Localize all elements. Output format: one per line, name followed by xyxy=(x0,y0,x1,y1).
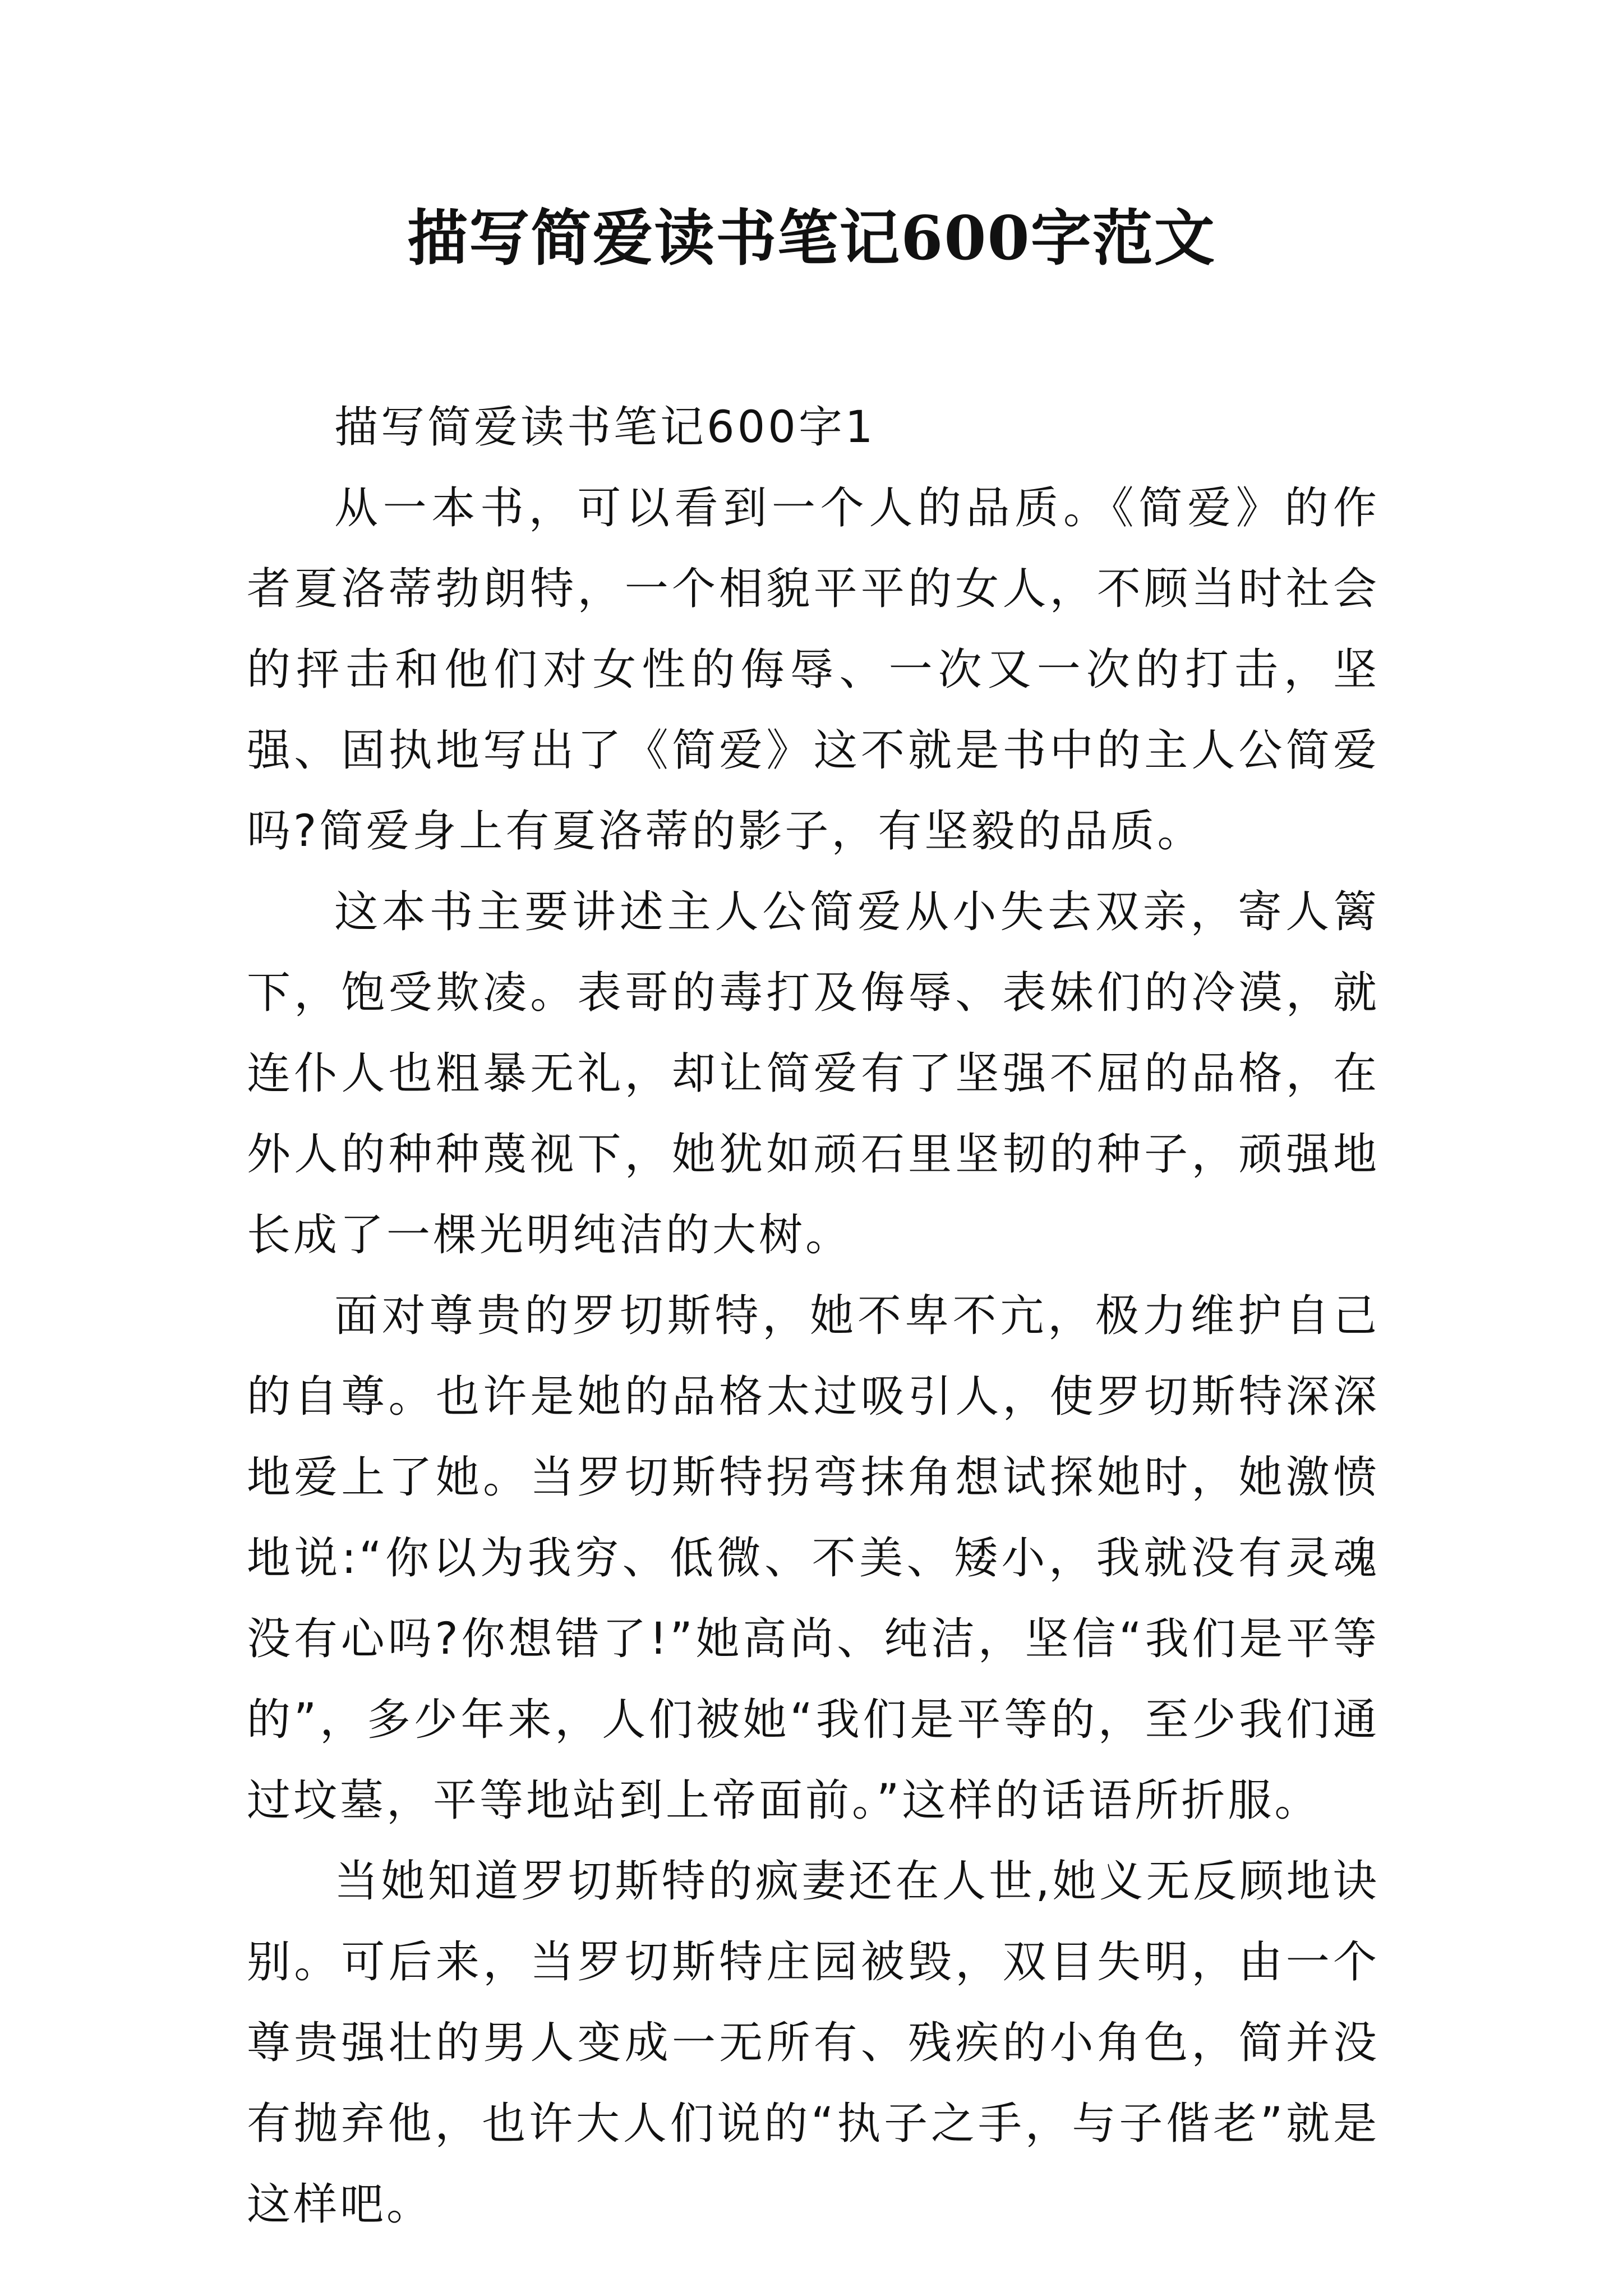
paragraph-2: 这本书主要讲述主人公简爱从小失去双亲，寄人篱下，饱受欺凌。表哥的毒打及侮辱、表妹们的冷漠，就连仆人也粗暴无礼，却让简爱有了坚强不屈的品格，在外人的种种蔑视下，她犹如顽石里坚韧的种子，顽强地长成了一棵光明纯洁的大树。 xyxy=(247,887,1380,1260)
document-body xyxy=(247,387,1380,2245)
paragraph-4: 当她知道罗切斯特的疯妻还在人世,她义无反顾地诀别。可后来，当罗切斯特庄园被毁，双目失明，由一个尊贵强壮的男人变成一无所有、残疾的小角色，简并没有抛弃他，也许大人们说的“执子之手，与子偕老”就是这样吧。 xyxy=(247,1856,1380,2230)
section-heading: 描写简爱读书笔记600字1 xyxy=(334,402,876,453)
paragraph-1: 从一本书，可以看到一个人的品质。《简爱》的作者夏洛蒂勃朗特，一个相貌平平的女人，不顾当时社会的抨击和他们对女性的侮辱、一次又一次的打击，坚强、固执地写出了《简爱》这不就是书中的主人公简爱吗?简爱身上有夏洛蒂的影子，有坚毅的品质。 xyxy=(247,483,1380,857)
paragraph-3: 面对尊贵的罗切斯特，她不卑不亢，极力维护自己的自尊。也许是她的品格太过吸引人，使罗切斯特深深地爱上了她。当罗切斯特拐弯抹角想试探她时，她激愤地说:“你以为我穷、低微、不美、矮小，我就没有灵魂没有心吗?你想错了!”她高尚、纯洁，坚信“我们是平等的”，多少年来，人们被她“我们是平等的，至少我们通过坟墓，平等地站到上帝面前。”这样的话语所折服。 xyxy=(247,1291,1380,1826)
document-title: 描写简爱读书笔记600字范文 xyxy=(407,203,1216,274)
